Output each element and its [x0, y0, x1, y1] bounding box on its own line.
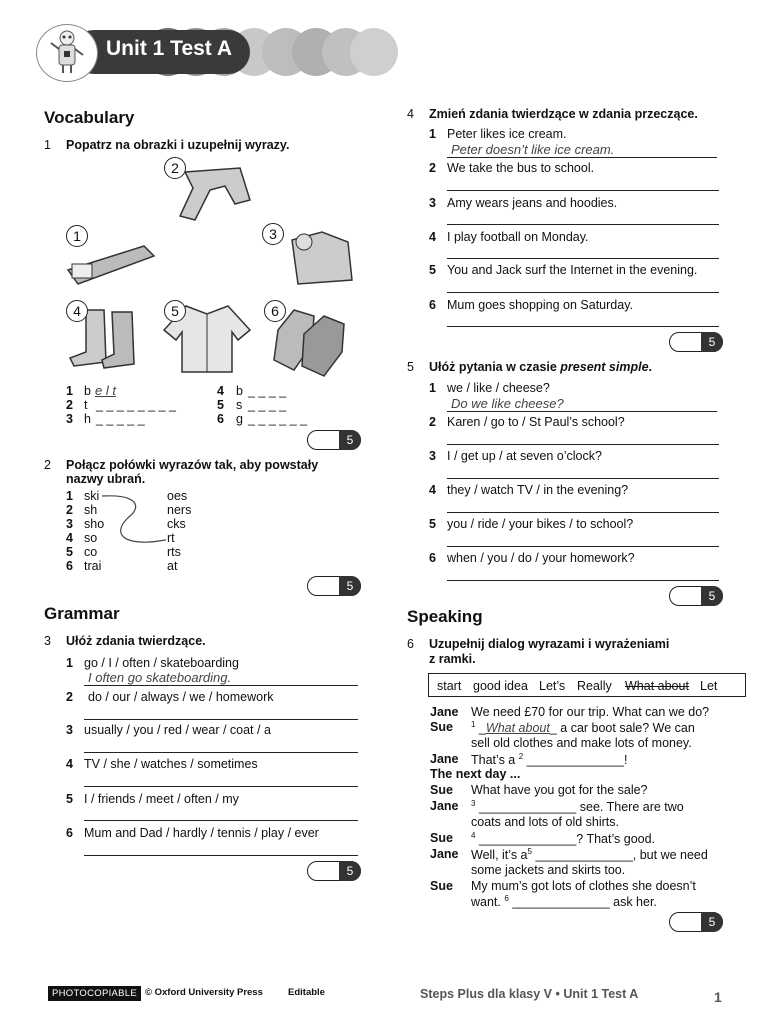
- picture-number: 4: [66, 300, 88, 322]
- answer-line[interactable]: [447, 580, 719, 581]
- page-title: Unit 1 Test A: [106, 37, 233, 60]
- section-title-speaking: Speaking: [407, 607, 483, 626]
- dialogue-line: sell old clothes and make lots of money.: [471, 736, 692, 750]
- item-number: 3: [429, 449, 436, 463]
- word-half-right: oes: [167, 489, 188, 503]
- exercise-instruction: z ramki.: [429, 652, 476, 666]
- answer-blank[interactable]: _ _ _ _ _: [96, 412, 145, 426]
- dialogue-line: What have you got for the sale?: [471, 783, 648, 797]
- item-number: 5: [66, 545, 73, 559]
- belt-icon: [64, 240, 160, 290]
- item-number: 1: [66, 384, 73, 398]
- word-prefix: b: [236, 384, 243, 398]
- score-box[interactable]: 5: [669, 912, 723, 932]
- prompt-text: you / ride / your bikes / to school?: [447, 517, 634, 531]
- item-number: 4: [429, 483, 436, 497]
- answer-line[interactable]: [84, 855, 358, 856]
- word-half-right: rts: [167, 545, 181, 559]
- answer-text: Peter doesn’t like ice cream.: [451, 142, 615, 157]
- item-number: 1: [429, 381, 436, 395]
- item-number: 6: [429, 298, 436, 312]
- item-number: 2: [66, 503, 73, 517]
- speaker-name: Sue: [430, 720, 453, 734]
- answer-line[interactable]: [447, 478, 719, 479]
- exercise-instruction: Ułóż zdania twierdzące.: [66, 634, 206, 648]
- dialogue-line: We need £70 for our trip. What can we do?: [471, 705, 710, 719]
- item-number: 5: [429, 517, 436, 531]
- answer-line[interactable]: [447, 512, 719, 513]
- dialogue-line: Well, it’s $a^5$ ______________, but we need: [471, 847, 708, 863]
- answer-text: I often go skateboarding.: [88, 670, 232, 685]
- prompt-text: when / you / do / your homework?: [447, 551, 635, 565]
- item-number: 1: [66, 656, 73, 670]
- item-number: 2: [429, 415, 436, 429]
- item-number: 2: [66, 690, 73, 704]
- answer-line[interactable]: [84, 685, 358, 686]
- word-box: [428, 673, 746, 697]
- item-number: 4: [429, 230, 436, 244]
- robot-logo-icon: [36, 24, 98, 82]
- word-option-used: What about: [625, 679, 689, 693]
- exercise-number: 3: [44, 634, 51, 648]
- exercise-number: 2: [44, 458, 51, 472]
- prompt-text: they / watch TV / in the evening?: [447, 483, 629, 497]
- speaker-name: Sue: [430, 879, 453, 893]
- item-number: 5: [217, 398, 224, 412]
- item-number: 6: [66, 559, 73, 573]
- section-title-vocabulary: Vocabulary: [44, 108, 135, 127]
- item-number: 2: [66, 398, 73, 412]
- picture-number: 6: [264, 300, 286, 322]
- picture-number: 3: [262, 223, 284, 245]
- exercise-number: 1: [44, 138, 51, 152]
- course-info: Steps Plus dla klasy V • Unit 1 Test A: [420, 987, 639, 1001]
- word-half-right: cks: [167, 517, 186, 531]
- item-number: 3: [66, 412, 73, 426]
- speaker-name: Jane: [430, 752, 459, 766]
- item-number: 4: [66, 531, 73, 545]
- word-prefix: s: [236, 398, 243, 412]
- item-number: 1: [429, 127, 436, 141]
- word-half-left: sho: [84, 517, 105, 531]
- dialogue-line: That’s a $^2$ ______________!: [471, 752, 628, 768]
- word-option: start: [437, 679, 462, 693]
- answer-line[interactable]: [447, 292, 719, 293]
- answer-blank[interactable]: _ _ _ _ _ _ _ _: [96, 398, 176, 412]
- item-number: 4: [66, 757, 73, 771]
- word-half-right: ners: [167, 503, 192, 517]
- word-half-left: trai: [84, 559, 102, 573]
- item-number: 6: [429, 551, 436, 565]
- photocopiable-badge: PHOTOCOPIABLE: [48, 986, 141, 1001]
- dialogue-line: My mum’s got lots of clothes she doesn’t: [471, 879, 696, 893]
- picture-number: 2: [164, 157, 186, 179]
- answer-blank[interactable]: _ _ _ _: [248, 398, 287, 412]
- prompt-text: Peter likes ice cream.: [447, 127, 567, 141]
- answer-line[interactable]: [447, 157, 717, 158]
- prompt-text: Karen / go to / St Paul’s school?: [447, 415, 625, 429]
- speaker-name: Jane: [430, 847, 459, 861]
- exercise-number: 6: [407, 637, 414, 651]
- exercise-instruction: Popatrz na obrazki i uzupełnij wyrazy.: [66, 138, 290, 152]
- dialogue-line: $^1$ _What about_ a car boot sale? We can: [471, 720, 695, 736]
- answer-text: e l t: [95, 383, 116, 398]
- section-title-grammar: Grammar: [44, 604, 120, 623]
- word-prefix: b: [84, 384, 91, 398]
- answer-blank[interactable]: _ _ _ _: [248, 384, 287, 398]
- score-box[interactable]: 5: [307, 430, 361, 450]
- prompt-text: Mum and Dad / hardly / tennis / play / ever: [84, 826, 319, 840]
- prompt-text: I / friends / meet / often / my: [84, 792, 239, 806]
- answer-line[interactable]: [447, 258, 719, 259]
- speaker-name: Jane: [430, 705, 459, 719]
- answer-line[interactable]: [447, 444, 719, 445]
- word-option: good idea: [473, 679, 528, 693]
- exercise-number: 4: [407, 107, 414, 121]
- prompt-text: Mum goes shopping on Saturday.: [447, 298, 633, 312]
- prompt-text: We take the bus to school.: [447, 161, 595, 175]
- word-option: Really: [577, 679, 612, 693]
- prompt-text: we / like / cheese?: [447, 381, 550, 395]
- word-half-left: so: [84, 531, 98, 545]
- score-box[interactable]: 5: [669, 332, 723, 352]
- answer-line[interactable]: [447, 326, 719, 327]
- answer-line[interactable]: [84, 820, 358, 821]
- speaker-name: Sue: [430, 783, 453, 797]
- exercise-number: 5: [407, 360, 414, 374]
- answer-line[interactable]: [447, 411, 717, 412]
- dialogue-line: some jackets and skirts too.: [471, 863, 626, 877]
- item-number: 4: [217, 384, 224, 398]
- word-half-left: sh: [84, 503, 98, 517]
- editable-label: Editable: [288, 987, 325, 998]
- item-number: 5: [429, 263, 436, 277]
- page-number: 1: [714, 989, 722, 1005]
- word-half-left: ski: [84, 489, 100, 503]
- prompt-text: Amy wears jeans and hoodies.: [447, 196, 618, 210]
- word-prefix: h: [84, 412, 91, 426]
- dialogue-line: $^3$ ______________ see. There are two: [471, 799, 684, 815]
- answer-line[interactable]: [447, 190, 719, 191]
- speaker-name: Jane: [430, 799, 459, 813]
- answer-blank[interactable]: _ _ _ _ _ _: [248, 412, 308, 426]
- dialogue-line: want. $^6$ ______________ ask her.: [471, 894, 657, 910]
- exercise-instruction: Ułóż pytania w czasie present simple.: [429, 360, 653, 374]
- picture-number: 1: [66, 225, 88, 247]
- dialogue-line: coats and lots of old shirts.: [471, 815, 619, 829]
- answer-line[interactable]: [447, 224, 719, 225]
- prompt-text: TV / she / watches / sometimes: [84, 757, 258, 771]
- exercise-instruction: nazwy ubrań.: [66, 472, 146, 486]
- prompt-text: usually / you / red / wear / coat / a: [84, 723, 271, 737]
- answer-line[interactable]: [84, 786, 358, 787]
- score-box[interactable]: 5: [669, 586, 723, 606]
- word-half-right: at: [167, 559, 178, 573]
- answer-line[interactable]: [84, 719, 358, 720]
- item-number: 6: [217, 412, 224, 426]
- answer-line[interactable]: [84, 752, 358, 753]
- item-number: 3: [66, 517, 73, 531]
- word-option: Let: [700, 679, 718, 693]
- item-number: 6: [66, 826, 73, 840]
- scene-label: The next day ...: [430, 767, 521, 781]
- word-half-left: co: [84, 545, 98, 559]
- prompt-text: go / I / often / skateboarding: [84, 656, 239, 670]
- matching-line: [100, 490, 170, 550]
- score-box[interactable]: 5: [307, 576, 361, 596]
- item-number: 3: [66, 723, 73, 737]
- answer-text: Do we like cheese?: [451, 396, 564, 411]
- exercise-instruction: Uzupełnij dialog wyrazami i wyrażeniami: [429, 637, 670, 651]
- prompt-text: do / our / always / we / homework: [88, 690, 274, 704]
- speaker-name: Sue: [430, 831, 453, 845]
- word-prefix: g: [236, 412, 243, 426]
- exercise-instruction: Połącz połówki wyrazów tak, aby powstały: [66, 458, 319, 472]
- exercise-instruction: Zmień zdania twierdzące w zdania przeczące.: [429, 107, 698, 121]
- item-number: 2: [429, 161, 436, 175]
- word-option: Let’s: [539, 679, 566, 693]
- picture-number: 5: [164, 300, 186, 322]
- hoodie-icon: [282, 226, 358, 290]
- prompt-text: I play football on Monday.: [447, 230, 589, 244]
- word-prefix: t: [84, 398, 88, 412]
- publisher-text: © Oxford University Press: [145, 987, 263, 998]
- prompt-text: I / get up / at seven o’clock?: [447, 449, 602, 463]
- item-number: 5: [66, 792, 73, 806]
- item-number: 1: [66, 489, 73, 503]
- prompt-text: You and Jack surf the Internet in the evening.: [447, 263, 698, 277]
- item-number: 3: [429, 196, 436, 210]
- word-half-right: rt: [167, 531, 175, 545]
- answer-line[interactable]: [447, 546, 719, 547]
- dialogue-line: $^4$ ______________? That’s good.: [471, 831, 656, 847]
- score-box[interactable]: 5: [307, 861, 361, 881]
